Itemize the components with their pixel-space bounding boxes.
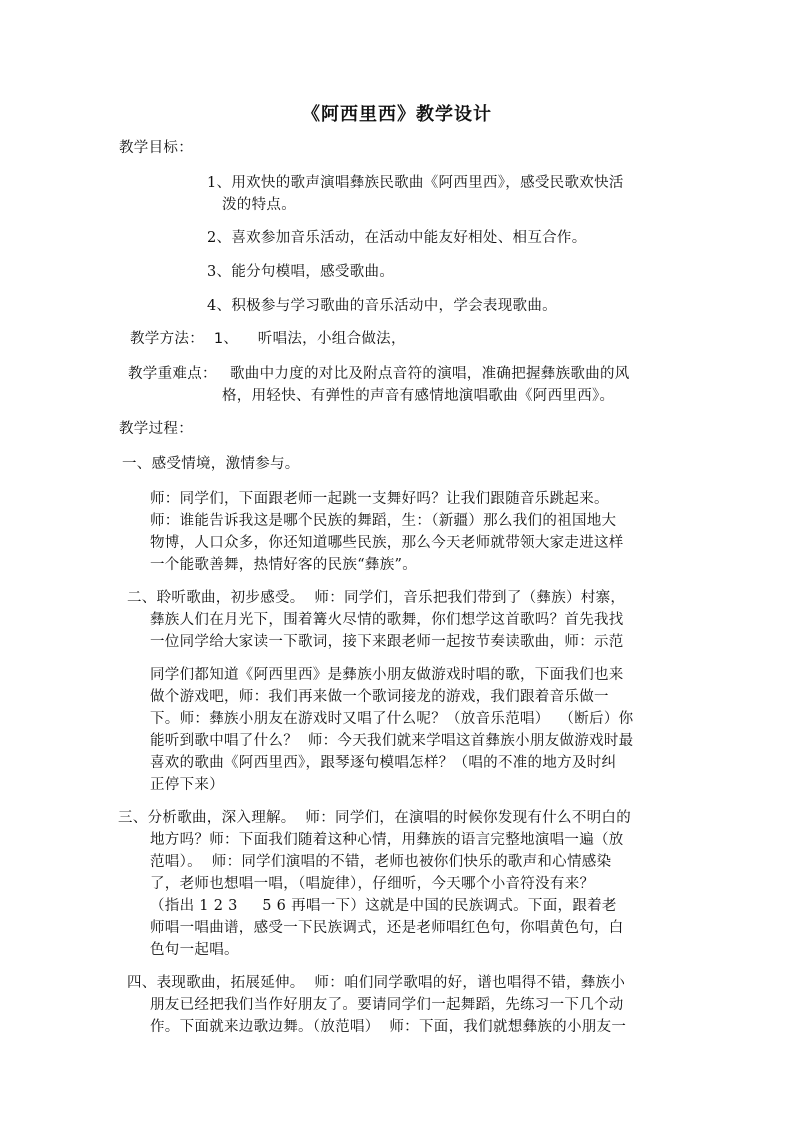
section-2b-line: 喜欢的歌曲《阿西里西》，跟琴逐句模唱怎样？（唱的不准的地方及时纠 [150, 755, 617, 771]
section-2b-line: 下。师：彝族小朋友在游戏时又唱了什么呢？（放音乐范唱） （断后）你 [150, 711, 634, 727]
section-2b-line: 正停下来） [150, 777, 224, 793]
process-heading: 教学过程： [119, 421, 193, 437]
goal-item-1: 1、用欢快的歌声演唱彝族民歌曲《阿西里西》，感受民歌欢快活 [207, 175, 624, 191]
difficulty-label: 教学重难点： [128, 366, 217, 382]
teaching-method: 教学方法： 1、 听唱法，小组合做法， [130, 331, 406, 347]
goal-item-4: 4、积极参与学习歌曲的音乐活动中，学会表现歌曲。 [207, 298, 557, 314]
section-4-line: 作。下面就来边歌边舞。（放范唱） 师：下面，我们就想彝族的小朋友一 [150, 1019, 627, 1035]
goal-item-1-cont: 泼的特点。 [222, 197, 296, 213]
section-4-line: 四、表现歌曲，拓展延伸。 师：咱们同学歌唱的好，谱也唱得不错，彝族小 [127, 975, 626, 991]
section-3-line: 地方吗？师：下面我们随着这种心情，用彝族的语言完整地演唱一遍（放 [150, 832, 624, 848]
section-3-line: 了，老师也想唱一唱，（唱旋律），仔细听，今天哪个小音符没有来？ [150, 876, 595, 892]
section-3-line: 三、分析歌曲，深入理解。 师：同学们，在演唱的时候你发现有什么不明白的 [118, 810, 632, 826]
section-1-line: 物博，人口众多，你还知道哪些民族，那么今天老师就带领大家走进这样 [150, 535, 624, 551]
section-2-line: 二、聆听歌曲，初步感受。 师：同学们，音乐把我们带到了（彝族）村寨， [127, 590, 626, 606]
section-2b-line: 同学们都知道《阿西里西》是彝族小朋友做游戏时唱的歌，下面我们也来 [150, 667, 624, 683]
section-3-line: 色句一起唱。 [150, 942, 239, 958]
goal-item-3: 3、能分句模唱，感受歌曲。 [207, 264, 395, 280]
goals-heading: 教学目标： [119, 140, 193, 156]
section-1-line: 一个能歌善舞，热情好客的民族“彝族”。 [150, 557, 418, 573]
section-1-line: 师：谁能告诉我这是哪个民族的舞蹈，生：（新疆）那么我们的祖国地大 [150, 513, 617, 529]
goal-item-2: 2、喜欢参加音乐活动，在活动中能友好相处、相互合作。 [207, 230, 587, 246]
difficulty-line-2: 格，用轻快、有弹性的声音有感情地演唱歌曲《阿西里西》。 [222, 388, 615, 404]
difficulty-line-1: 歌曲中力度的对比及附点音符的演唱，准确把握彝族歌曲的风 [230, 366, 630, 382]
section-4-line: 朋友已经把我们当作好朋友了。要请同学们一起舞蹈，先练习一下几个动 [150, 997, 624, 1013]
section-3-line: 范唱）。 师：同学们演唱的不错，老师也被你们快乐的歌声和心情感染 [150, 854, 612, 870]
section-1-heading: 一、感受情境，激情参与。 [122, 456, 300, 472]
section-2b-line: 做个游戏吧，师：我们再来做一个歌词接龙的游戏，我们跟着音乐做一 [150, 689, 609, 705]
section-3-line: （指出 1 2 3 5 6 再唱一下）这就是中国的民族调式。下面，跟着老 [150, 898, 617, 914]
section-2b-line: 能听到歌中唱了什么？ 师：今天我们就来学唱这首彝族小朋友做游戏时最 [150, 733, 634, 749]
section-1-line: 师：同学们，下面跟老师一起跳一支舞好吗？让我们跟随音乐跳起来。 [150, 491, 609, 507]
section-3-line: 师唱一唱曲谱，感受一下民族调式，还是老师唱红色句，你唱黄色句，白 [150, 920, 624, 936]
section-2-line: 一位同学给大家读一下歌词，接下来跟老师一起按节奏读歌曲，师：示范 [150, 634, 624, 650]
document-title: 《阿西里西》教学设计 [302, 104, 492, 125]
section-2-line: 彝族人们在月光下，围着篝火尽情的歌舞，你们想学这首歌吗？首先我找 [150, 612, 624, 628]
